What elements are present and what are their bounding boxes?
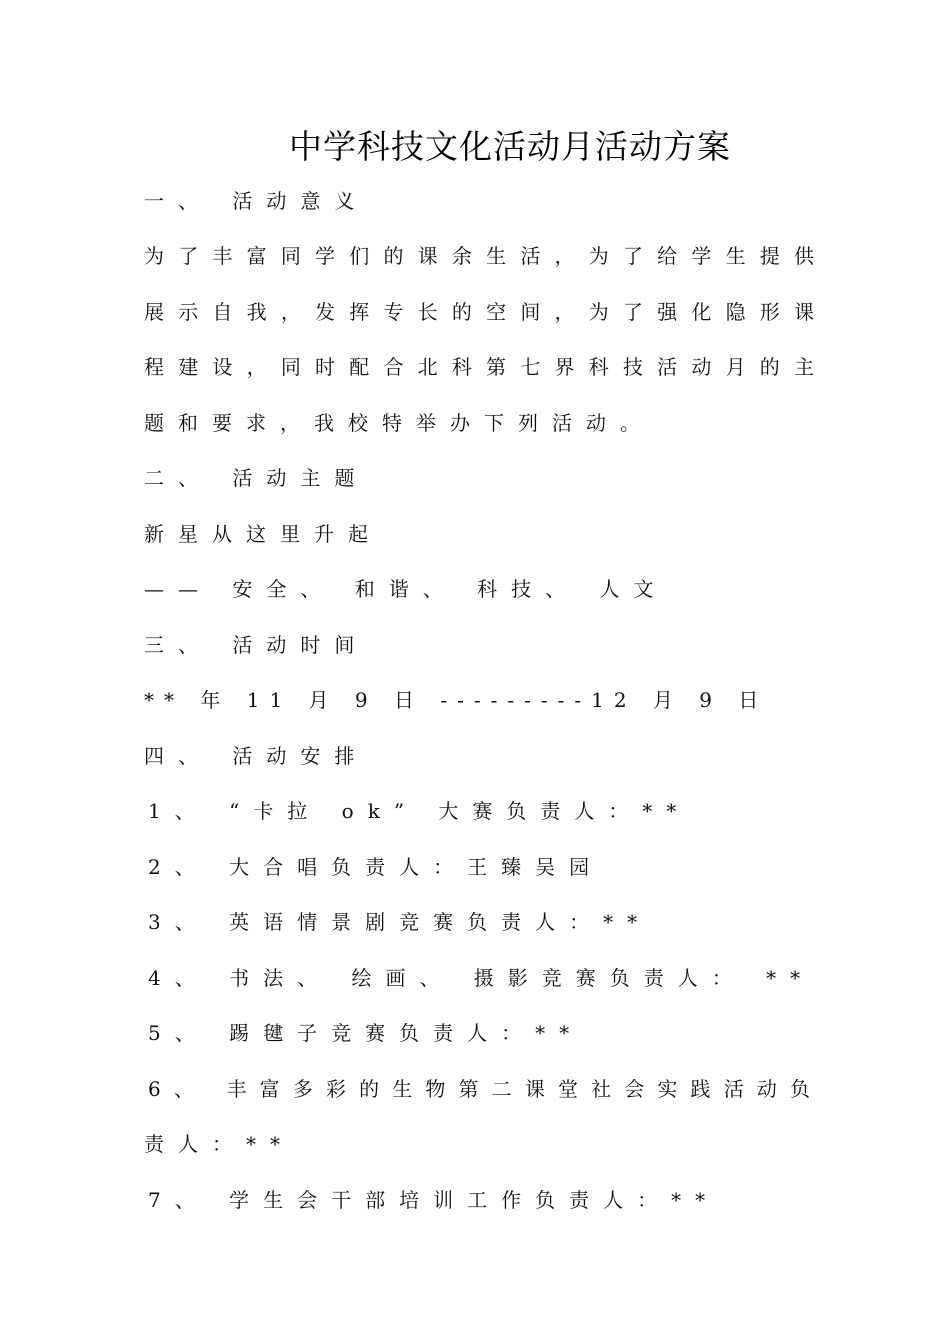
paragraph-line: 为了丰富同学们的课余生活，为了给学生提供 <box>144 244 814 268</box>
paragraph-line: 程建设，同时配合北科第七界科技活动月的主 <box>144 355 814 379</box>
list-item-continuation: 责人：** <box>144 1132 294 1156</box>
list-item: 6、 丰富多彩的生物第二课堂社会实践活动负 <box>148 1077 810 1101</box>
document-title: 中学科技文化活动月活动方案 <box>289 127 731 166</box>
list-item: 5、 踢毽子竞赛负责人：** <box>148 1021 584 1045</box>
theme-subline: —— 安全、 和谐、 科技、 人文 <box>144 577 668 601</box>
section-heading-arrangement: 四、 活动安排 <box>144 744 369 768</box>
list-item: 2、 大合唱负责人：王臻吴园 <box>148 855 604 879</box>
section-heading-time: 三、 活动时间 <box>144 633 369 657</box>
paragraph-line: 展示自我，发挥专长的空间，为了强化隐形课 <box>144 300 814 324</box>
list-item: 7、 学生会干部培训工作负责人：** <box>148 1188 720 1212</box>
list-item: 1、 “卡拉 ok” 大赛负责人：** <box>148 799 691 823</box>
theme-line: 新星从这里升起 <box>144 522 382 546</box>
date-range-line: ** 年 11 月 9 日 ---------12 月 9 日 <box>144 688 769 712</box>
list-item: 3、 英语情景剧竞赛负责人：** <box>148 910 652 934</box>
paragraph-line: 题和要求，我校特举办下列活动。 <box>144 411 654 435</box>
list-item: 4、 书法、 绘画、 摄影竞赛负责人： ** <box>148 966 815 990</box>
section-heading-significance: 一、 活动意义 <box>144 189 369 213</box>
section-heading-theme: 二、 活动主题 <box>144 466 369 490</box>
